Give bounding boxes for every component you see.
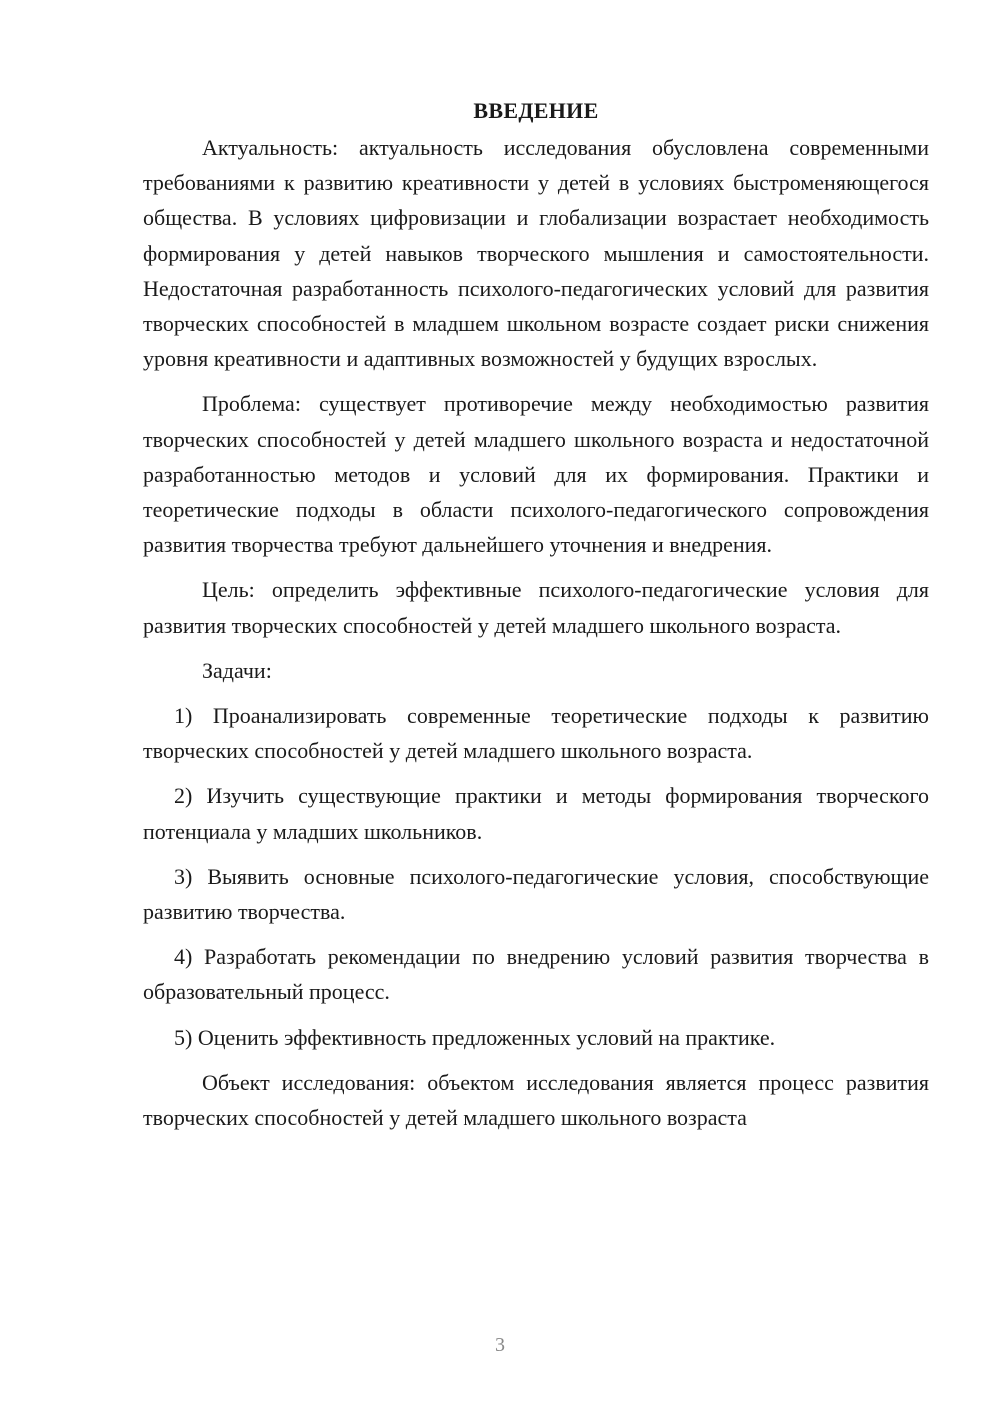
page-number: 3	[495, 1334, 505, 1356]
document-page	[143, 93, 929, 1145]
tasks-heading: Задачи:	[202, 657, 272, 683]
goal-paragraph: Цель: определить эффективные психолого-педагогические условия для развития творческих способностей у детей младшего школьного возраста.	[143, 577, 929, 638]
task-item-5: 5) Оценить эффективность предложенных условий на практике.	[174, 1024, 776, 1050]
task-item-1: 1) Проанализировать современные теоретические подходы к развитию творческих способностей у детей младшего школьного возраста.	[143, 703, 929, 764]
relevance-paragraph: Актуальность: актуальность исследования обусловлена современными требованиями к развитию креативности у детей в условиях быстроменяющегося общества. В условиях цифровизации и глобализации возрастает необходимость формирования у детей навыков творческого мышления и самостоятельности. Недостаточная разработанность психолого-педагогических условий для развития творческих способностей в младшем школьном возрасте создает риски снижения уровня креативности и адаптивных возможностей у будущих взрослых.	[143, 135, 929, 372]
task-item-2: 2) Изучить существующие практики и методы формирования творческого потенциала у младших школьников.	[143, 783, 929, 844]
task-item-3: 3) Выявить основные психолого-педагогические условия, способствующие развитию творчества.	[143, 863, 929, 925]
page-title: ВВЕДЕНИЕ	[473, 98, 599, 123]
object-paragraph: Объект исследования: объектом исследования является процесс развития творческих способностей у детей младшего школьного возраста	[143, 1069, 929, 1131]
problem-paragraph: Проблема: существует противоречие между необходимостью развития творческих способностей у детей младшего школьного возраста и недостаточной разработанностью методов и условий для их формирования. Практики и теоретические подходы в области психолого-педагогического сопровождения развития творчества требуют дальнейшего уточнения и внедрения.	[143, 391, 929, 558]
task-item-4: 4) Разработать рекомендации по внедрению условий развития творчества в образовательный процесс.	[143, 944, 929, 1005]
